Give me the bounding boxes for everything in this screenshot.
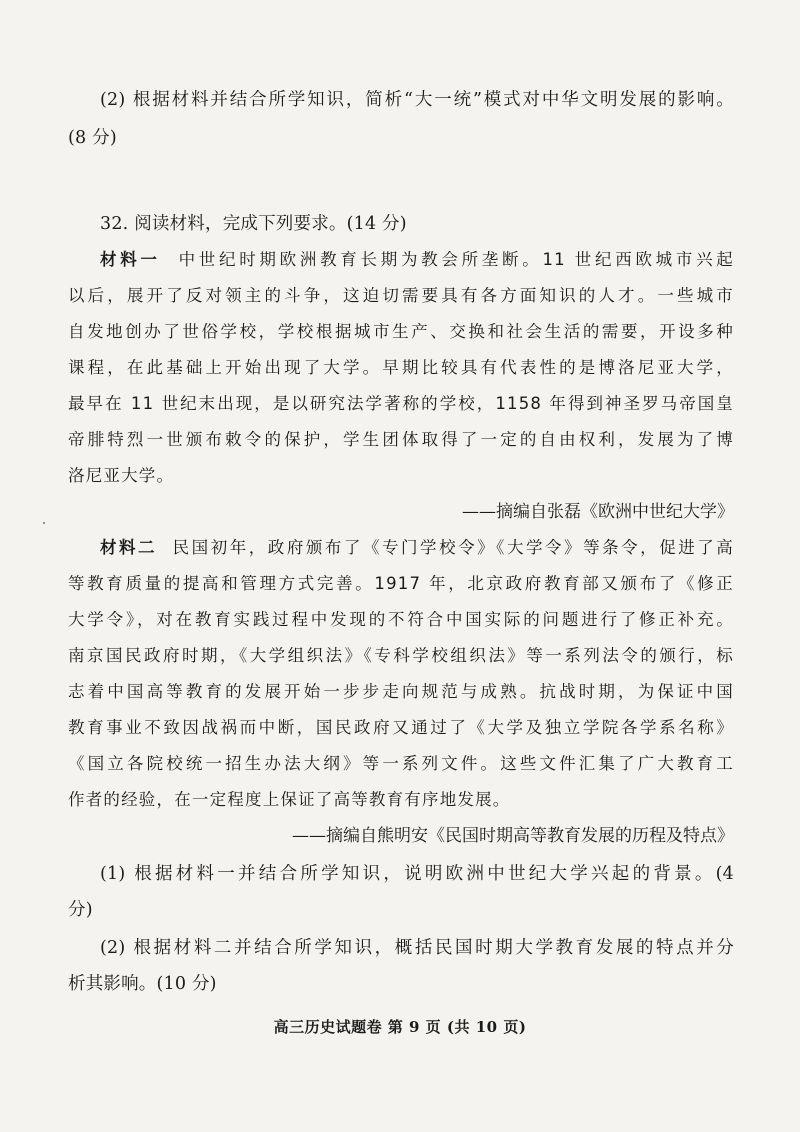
q32-heading: 32. 阅读材料，完成下列要求。(14 分)	[100, 214, 407, 234]
material2-source: ——摘编自熊明安《民国时期高等教育发展的历程及特点》	[292, 826, 734, 846]
material2-line6: 教育事业不致因战祸而中断，国民政府又通过了《大学及独立学院各学系名称》	[68, 718, 734, 737]
material1-line6: 帝腓特烈一世颁布敕令的保护，学生团体取得了一定的自由权利，发展为了博	[68, 430, 734, 449]
material2-line4: 南京国民政府时期，《大学组织法》《专科学校组织法》等一系列法令的颁行，标	[68, 646, 734, 665]
material1-text-line1: 中世纪时期欧洲教育长期为教会所垄断。11 世纪西欧城市兴起	[178, 250, 734, 269]
material2-line3: 大学令》，对在教育实践过程中发现的不符合中国实际的问题进行了修正补充。	[68, 610, 734, 629]
q32-question1-line2: 分)	[68, 900, 93, 920]
page-footer: 高三历史试题卷 第 9 页 (共 10 页)	[273, 1018, 527, 1036]
material1-line2: 以后，展开了反对领主的斗争，这迫切需要具有各方面知识的人才。一些城市	[68, 286, 734, 305]
material1-line1	[100, 248, 734, 272]
material1-line3: 自发地创办了世俗学校，学校根据城市生产、交换和社会生活的需要，开设多种	[68, 322, 734, 341]
q31-part2-line2: (8 分)	[68, 128, 117, 148]
material2-line7: 《国立各院校统一招生办法大纲》等一系列文件。这些文件汇集了广大教育工	[68, 754, 734, 773]
q32-question2-line2: 析其影响。(10 分)	[68, 974, 217, 994]
material1-line5: 最早在 11 世纪末出现，是以研究法学著称的学校，1158 年得到神圣罗马帝国皇	[68, 394, 734, 413]
material1-source: ——摘编自张磊《欧洲中世纪大学》	[462, 502, 734, 522]
material2-line1	[100, 536, 734, 560]
material1-label: 材料一	[100, 250, 161, 269]
q32-question1-line1: (1) 根据材料一并结合所学知识，说明欧洲中世纪大学兴起的背景。(4	[100, 864, 734, 884]
q32-question2-line1: (2) 根据材料二并结合所学知识，概括民国时期大学教育发展的特点并分	[100, 938, 734, 958]
material1-line4: 课程，在此基础上开始出现了大学。早期比较具有代表性的是博洛尼亚大学，	[68, 358, 734, 377]
material2-line5: 志着中国高等教育的发展开始一步步走向规范与成熟。抗战时期，为保证中国	[68, 682, 734, 701]
material2-line8: 作者的经验，在一定程度上保证了高等教育有序地发展。	[68, 790, 511, 809]
material2-text-line1: 民国初年，政府颁布了《专门学校令》《大学令》等条令，促进了高	[172, 538, 735, 557]
material2-line2: 等教育质量的提高和管理方式完善。1917 年，北京政府教育部又颁布了《修正	[68, 574, 734, 593]
scan-speck	[43, 522, 45, 524]
material1-line7: 洛尼亚大学。	[68, 466, 175, 485]
q31-part2-line1: (2) 根据材料并结合所学知识，简析“大一统”模式对中华文明发展的影响。	[100, 90, 734, 110]
material2-label: 材料二	[100, 538, 158, 557]
